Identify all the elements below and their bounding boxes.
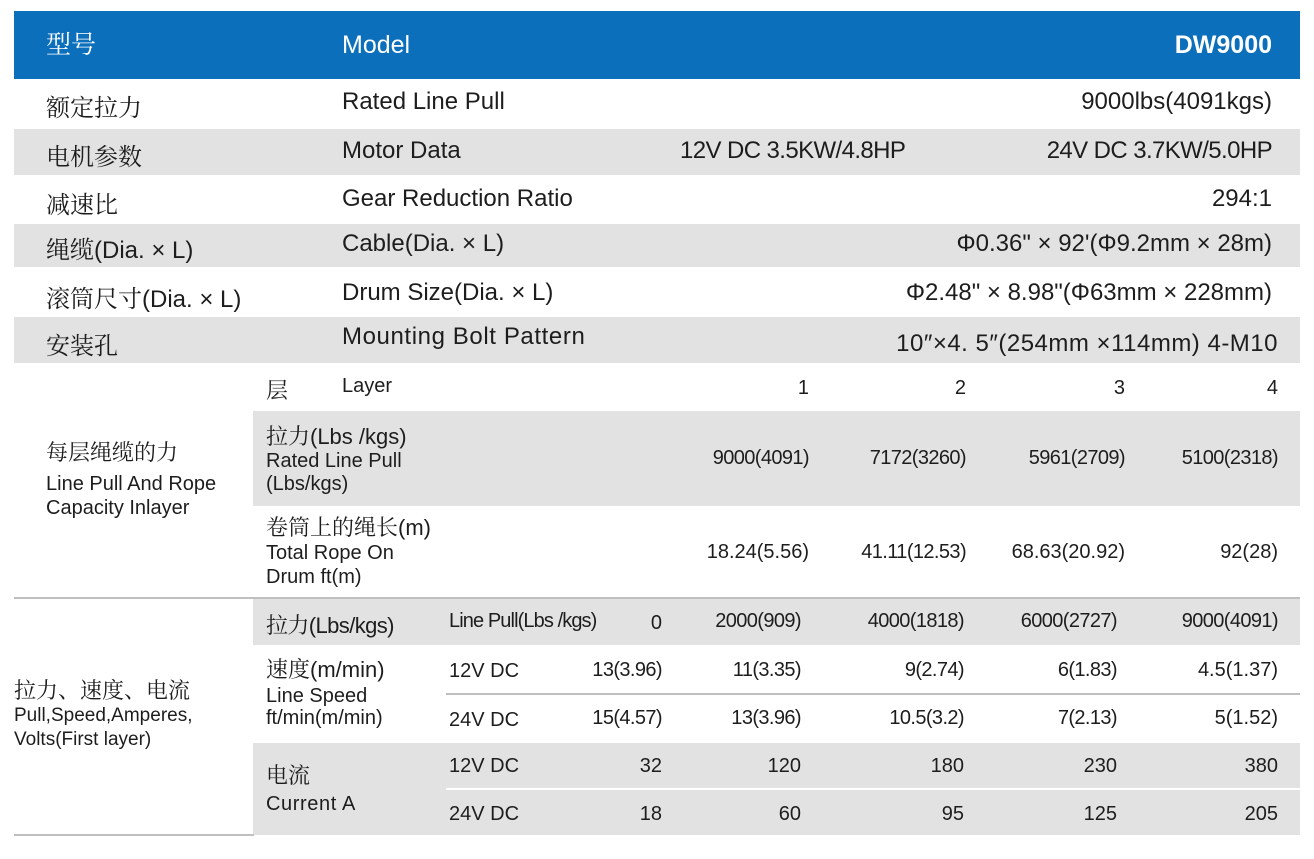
spec-zh: 额定拉力 — [46, 95, 142, 122]
spec-en: Cable(Dia. × L) — [342, 230, 505, 257]
performance-en-2: Volts(First layer) — [14, 729, 152, 750]
perf-pull-value: 9000(4091) — [1181, 610, 1278, 632]
speed-12v-label: 12V DC — [449, 660, 520, 682]
layer-number: 3 — [1113, 377, 1125, 399]
layer-pull-value: 5100(2318) — [1181, 447, 1278, 469]
perf-pull-value: 4000(1818) — [867, 610, 964, 632]
speed-12v-value: 9(2.74) — [904, 659, 964, 681]
spec-en: Mounting Bolt Pattern — [342, 323, 586, 350]
spec-value: Φ2.48" × 8.98"(Φ63mm × 228mm) — [905, 279, 1272, 306]
spec-zh: 滚筒尺寸(Dia. × L) — [46, 286, 242, 313]
spec-en: Motor Data — [342, 137, 461, 164]
layer-rope-value: 18.24(5.56) — [706, 541, 809, 563]
layer-section-en-1: Line Pull And Rope — [46, 473, 217, 495]
current-12v-value: 380 — [1244, 755, 1278, 777]
speed-24v-value: 7(2.13) — [1057, 707, 1117, 729]
layer-zh: 层 — [266, 378, 289, 403]
layer-section-zh: 每层绳缆的力 — [46, 440, 179, 465]
performance-en-1: Pull,Speed,Amperes, — [14, 705, 193, 726]
perf-speed-zh: 速度(m/min) — [266, 657, 385, 682]
layer-number: 2 — [954, 377, 966, 399]
spec-value-12v: 12V DC 3.5KW/4.8HP — [680, 137, 906, 164]
spec-value: 10″×4. 5″(254mm ×114mm) 4-M10 — [896, 330, 1278, 357]
rope-en-1: Total Rope On — [266, 542, 394, 564]
current-12v-label: 12V DC — [449, 755, 520, 777]
current-24v-value: 60 — [778, 803, 801, 825]
layer-number: 1 — [797, 377, 809, 399]
layer-rope-value: 68.63(20.92) — [1011, 541, 1125, 563]
perf-pull-value: 2000(909) — [715, 610, 801, 632]
speed-24v-value: 5(1.52) — [1214, 707, 1278, 729]
speed-12v-value: 13(3.96) — [592, 659, 662, 681]
current-12v-value: 120 — [767, 755, 801, 777]
layer-en: Layer — [342, 375, 393, 397]
current-12v-value: 230 — [1083, 755, 1117, 777]
spec-zh: 电机参数 — [46, 144, 142, 171]
rope-en-2: Drum ft(m) — [266, 566, 362, 588]
speed-12v-value: 6(1.83) — [1057, 659, 1117, 681]
current-24v-value: 18 — [639, 803, 662, 825]
spec-zh: 安装孔 — [46, 333, 118, 360]
speed-12v-value: 4.5(1.37) — [1197, 659, 1278, 681]
spec-value: Φ0.36" × 92'(Φ9.2mm × 28m) — [956, 230, 1272, 257]
model-name: DW9000 — [1174, 31, 1272, 59]
current-24v-label: 24V DC — [449, 803, 520, 825]
speed-24v-value: 10.5(3.2) — [889, 707, 964, 729]
perf-pull-zh: 拉力(Lbs/kgs) — [266, 613, 394, 638]
speed-24v-label: 24V DC — [449, 709, 520, 731]
layer-number: 4 — [1266, 377, 1278, 399]
pull-zh: 拉力(Lbs /kgs) — [266, 424, 407, 449]
perf-pull-value: 6000(2727) — [1020, 610, 1117, 632]
current-12v-value: 180 — [930, 755, 964, 777]
layer-pull-value: 5961(2709) — [1028, 447, 1125, 469]
spec-en: Drum Size(Dia. × L) — [342, 279, 554, 306]
speed-24v-value: 13(3.96) — [731, 707, 801, 729]
speed-12v-value: 11(3.35) — [732, 659, 801, 681]
spec-en: Rated Line Pull — [342, 88, 505, 115]
pull-en-2: (Lbs/kgs) — [266, 473, 349, 495]
rope-zh: 卷筒上的绳长(m) — [266, 515, 431, 540]
perf-pull-value: 0 — [650, 612, 662, 634]
row-divider — [446, 693, 1300, 695]
spec-value: 294:1 — [1211, 185, 1272, 212]
perf-current-en: Current A — [266, 793, 356, 815]
layer-rope-value: 41.11(12.53) — [861, 541, 966, 563]
bottom-divider — [14, 834, 254, 836]
row-divider — [446, 788, 1300, 790]
layer-section-en-2: Capacity Inlayer — [46, 497, 190, 519]
perf-speed-en-1: Line Speed — [266, 685, 368, 707]
spec-en: Gear Reduction Ratio — [342, 185, 573, 212]
table-header — [14, 11, 1300, 79]
pull-en-1: Rated Line Pull — [266, 450, 402, 472]
header-en: Model — [342, 31, 411, 59]
layer-pull-value: 9000(4091) — [712, 447, 809, 469]
performance-zh: 拉力、速度、电流 — [14, 678, 191, 703]
layer-rope-value: 92(28) — [1220, 541, 1278, 563]
layer-pull-value: 7172(3260) — [869, 447, 966, 469]
spec-zh: 绳缆(Dia. × L) — [46, 237, 194, 264]
perf-speed-en-2: ft/min(m/min) — [266, 707, 383, 729]
current-24v-value: 205 — [1244, 803, 1278, 825]
current-12v-value: 32 — [639, 755, 662, 777]
perf-current-zh: 电流 — [266, 763, 311, 788]
spec-value-24v: 24V DC 3.7KW/5.0HP — [1046, 137, 1272, 164]
current-24v-value: 125 — [1083, 803, 1117, 825]
header-zh: 型号 — [46, 31, 97, 59]
speed-24v-value: 15(4.57) — [592, 707, 662, 729]
spec-value: 9000lbs(4091kgs) — [1081, 88, 1272, 115]
perf-pull-en: Line Pull(Lbs /kgs) — [449, 610, 597, 632]
spec-zh: 减速比 — [46, 192, 118, 219]
current-24v-value: 95 — [941, 803, 964, 825]
